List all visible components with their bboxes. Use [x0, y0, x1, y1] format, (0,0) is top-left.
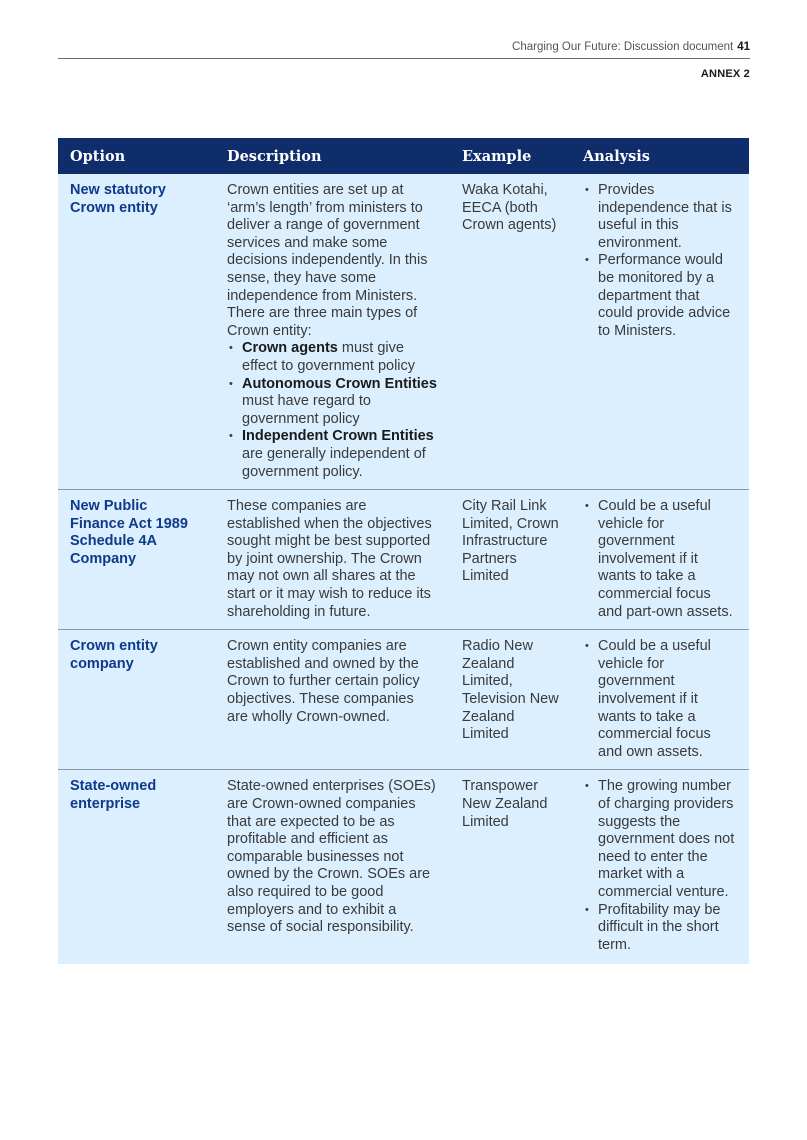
description-bullet-list: [227, 340, 438, 481]
description-bullet: [227, 376, 438, 429]
description-cell: Crown entity companies are established and owned by the Crown to further certain policy objectives. These companies are wholly Crown-owned.: [215, 630, 450, 770]
example-cell: City Rail Link Limited, Crown Infrastructure Partners Limited: [450, 490, 571, 630]
table-row: [58, 490, 749, 630]
analysis-cell: [571, 174, 749, 490]
column-header-option: Option: [58, 138, 215, 174]
description-cell: [215, 174, 450, 490]
analysis-bullet-list: [583, 182, 737, 340]
description-bullet: [227, 340, 438, 375]
bullet-text: must have regard to government policy: [242, 393, 371, 427]
annex-label: ANNEX 2: [700, 68, 750, 80]
analysis-bullet: • Could be a useful vehicle for government involvement if it wants to take a commercial focus and own assets.: [583, 638, 737, 761]
bullet-term: Independent Crown Entities: [242, 428, 434, 445]
running-header: [512, 41, 750, 53]
table-header-row: [58, 138, 749, 174]
option-cell: State-owned enterprise: [58, 770, 215, 964]
analysis-bullet: • Profitability may be difficult in the short term.: [583, 902, 737, 955]
column-header-analysis: Analysis: [571, 138, 749, 174]
analysis-cell: [571, 490, 749, 630]
analysis-bullet-list: [583, 778, 737, 954]
table-row: [58, 770, 749, 964]
analysis-bullet: • Provides independence that is useful in this environment.: [583, 182, 737, 252]
table-row: [58, 174, 749, 490]
example-cell: Radio New Zealand Limited, Television New Zealand Limited: [450, 630, 571, 770]
column-header-example: Example: [450, 138, 571, 174]
example-cell: Waka Kotahi, EECA (both Crown agents): [450, 174, 571, 490]
header-rule: [58, 58, 750, 59]
analysis-bullet-list: [583, 638, 737, 761]
bullet-term: Crown agents: [242, 340, 338, 357]
description-cell: State-owned enterprises (SOEs) are Crown-owned companies that are expected to be as profitable and efficient as comparable businesses not owned by the Crown. SOEs are also required to be good employers and to exhibit a sense of social responsibility.: [215, 770, 450, 964]
column-header-description: Description: [215, 138, 450, 174]
analysis-bullet-list: [583, 498, 737, 621]
analysis-bullet: • Could be a useful vehicle for government involvement if it wants to take a commercial focus and part-own assets.: [583, 498, 737, 621]
table-row: [58, 630, 749, 770]
bullet-text: must give effect to government policy: [242, 340, 416, 374]
analysis-bullet: • Performance would be monitored by a department that could provide advice to Ministers.: [583, 252, 737, 340]
analysis-cell: [571, 630, 749, 770]
page-number: 41: [737, 41, 750, 53]
example-cell: Transpower New Zealand Limited: [450, 770, 571, 964]
document-title: Charging Our Future: Discussion document: [512, 41, 734, 53]
option-cell: Crown entity company: [58, 630, 215, 770]
analysis-cell: [571, 770, 749, 964]
bullet-term: Autonomous Crown Entities: [242, 375, 437, 392]
option-cell: New Public Finance Act 1989 Schedule 4A Company: [58, 490, 215, 630]
description-text: Crown entities are set up at ‘arm’s length’ from ministers to deliver a range of government services and make some decisions independently. In this sense, they have some independence from Ministers. There are three main types of Crown entity:: [227, 182, 428, 339]
description-bullet: [227, 428, 438, 481]
option-cell: New statutory Crown entity: [58, 174, 215, 490]
bullet-text: are generally independent of government policy.: [242, 445, 426, 480]
analysis-bullet: • The growing number of charging providers suggests the government does not need to enter the market with a commercial venture.: [583, 778, 737, 901]
options-table: [58, 138, 749, 964]
description-cell: These companies are established when the objectives sought might be best supported by joint ownership. The Crown may not own all shares at the start or it may wish to reduce its shareholding in future.: [215, 490, 450, 630]
